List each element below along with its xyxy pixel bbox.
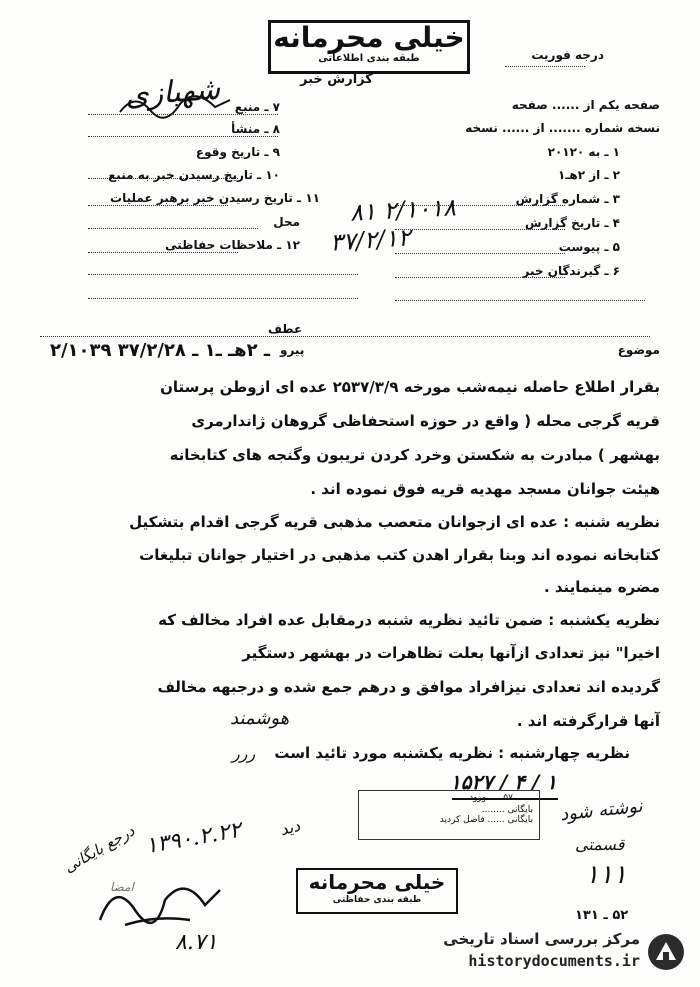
priority-dots — [505, 66, 585, 67]
handwritten-report-date: ۳۷/۲/۱۲ — [329, 223, 412, 257]
handwritten-date: ۱۳۹۰.۲.۲۲ — [143, 817, 244, 860]
field-report-number: ۳ ـ شماره گزارش — [515, 192, 620, 206]
body-line-11: آنها قرارگرفته اند . — [516, 712, 660, 730]
handwritten-report-number: ۲/۱۰۱۸ ۸۱ — [349, 193, 457, 227]
classification-stamp-top — [268, 20, 470, 74]
receipt-stamp-line-2: بایگانی ........ — [481, 805, 533, 815]
atf-label: عطف — [268, 322, 303, 336]
handwritten-signature-top: شهبازی — [123, 71, 222, 114]
body-line-7: مضره مینمایند . — [543, 578, 660, 596]
handwritten-right-note-2: قسمتی — [575, 835, 625, 854]
subject-dots — [40, 336, 650, 337]
dots-notes-3 — [88, 298, 358, 299]
watermark — [422, 926, 692, 978]
receipt-stamp — [358, 790, 540, 840]
priority-label: درجه فوریت — [531, 48, 604, 62]
ref-value: ۲/۱۰۳۹ ـ ۲هـ ـ۱ ـ ۳۷/۲/۲۸ — [50, 340, 271, 361]
field-report-date: ۴ ـ تاریخ گزارش — [524, 216, 620, 230]
body-line-5: نظریه شنبه : عده ای ازجوانان متعصب مذهبی قریه گرجی اقدام بتشکیل — [129, 513, 660, 531]
field-recipients: ۶ ـ گیرندگان خبر — [522, 264, 620, 278]
classification-stamp-bottom — [296, 868, 458, 914]
ref-label: پیرو — [280, 343, 305, 357]
field-to: ۱ ـ به ۲۰۱۲۰ — [547, 145, 620, 159]
field-received-by-source: ۱۰ ـ تاریخ رسیدن خبر به منبع — [108, 168, 280, 182]
handwritten-bottom-signature: امضا — [110, 880, 134, 894]
dots-r5 — [395, 253, 565, 254]
dots-operations — [88, 205, 228, 206]
field-origin: ۸ ـ منشأ — [231, 122, 280, 136]
watermark-logo-icon — [646, 932, 686, 972]
field-copy-of: نسخه شماره ....... از ...... نسخه — [465, 121, 660, 135]
body-line-2: قریه گرجی محله ( واقع در حوزه استحفاظی گروهان ژاندارمری — [191, 412, 660, 430]
handwritten-mid-scribble: دید — [277, 815, 303, 840]
body-line-3: بهشهر ) مبادرت به شکستن وخرد کردن تریبون وگنجه های کتابخانه — [169, 446, 660, 464]
dots-r4 — [395, 229, 565, 230]
signature-top-scribble — [115, 82, 235, 122]
body-line-12: نظریه چهارشنبه : نظریه یکشنبه مورد تائید است — [274, 744, 630, 762]
stamp-top-subtitle: طبقه بندی اطلاعاتی — [318, 53, 420, 64]
body-line-6: کتابخانه نموده اند وبنا بقرار اهدن کتب مذهبی در اختیار جوانان تبلیغات — [139, 546, 660, 564]
subject-label: موضوع — [617, 343, 660, 357]
stamp-bottom-subtitle: طبقه بندی حفاظتی — [332, 895, 422, 905]
document-code: ۵۲ ـ ۱۳۱ — [575, 908, 629, 923]
stamp-bottom-title: خیلی محرمانه — [308, 870, 446, 894]
dots-location — [88, 228, 258, 229]
dots-notes-1 — [88, 252, 238, 253]
field-security-notes: ۱۲ ـ ملاحظات حفاظتی — [165, 238, 300, 252]
handwritten-right-note: نوشته شود — [559, 795, 644, 826]
handwritten-name-note: هوشمند — [230, 708, 290, 729]
field-source: ۷ ـ منبع — [234, 100, 280, 114]
dots-r6 — [395, 277, 565, 278]
handwritten-end-sig: ررر — [232, 744, 256, 763]
field-location: محل — [273, 215, 300, 229]
handwritten-bottom-number: ۸.۷۱ — [175, 930, 218, 955]
field-occurrence-date: ۹ ـ تاریخ وقوع — [195, 145, 280, 159]
watermark-url: historydocuments.ir — [468, 952, 640, 970]
dots-source — [88, 114, 278, 115]
body-line-9: اخیرا" نیز تعدادی ازآنها بعلت تظاهرات در بهشهر دستگیر — [242, 644, 660, 662]
dots-r7 — [395, 300, 645, 301]
receipt-stamp-line-1: ...... ۵۷ .... ورود — [469, 793, 533, 803]
dots-origin — [88, 136, 278, 137]
field-received-by-operations: ۱۱ ـ تاریخ رسیدن خبر برهبر عملیات — [110, 191, 320, 205]
watermark-title: مرکز بررسی اسناد تاریخی — [443, 930, 640, 948]
field-attachment: ۵ ـ پیوست — [558, 240, 620, 254]
receipt-stamp-line-3: بایگانی ...... فاصل کردید — [439, 815, 533, 825]
handwritten-archive-note: درجع بایگانی — [60, 821, 138, 877]
body-line-4: هیئت جوانان مسجد مهدیه قریه فوق نموده اند . — [310, 480, 660, 498]
handwritten-archive-number: ۱۵۲۷ / ۴ / ۱ — [450, 770, 557, 794]
dots-notes-2 — [88, 274, 358, 275]
handwritten-right-number: ۱۱۱ — [585, 860, 627, 890]
body-line-10: گردیده اند تعدادی نیزافراد موافق و درهم جمع شده و درجبهه مخالف — [157, 678, 660, 696]
body-line-1: بقرار اطلاع حاصله نیمه‌شب مورخه ۲۵۳۷/۳/۹ عده ای ازوطن پرستان — [160, 378, 660, 396]
report-title: گزارش خبر — [300, 72, 373, 87]
field-page-of: صفحه یکم از ...... صفحه — [511, 98, 660, 112]
stamp-top-title: خیلی محرمانه — [273, 21, 465, 54]
field-from: ۲ ـ از ۲هـ۱ — [557, 168, 620, 182]
body-line-8: نظریه یکشنبه : ضمن تائید نظریه شنبه درمقابل عده افراد مخالف که — [158, 611, 660, 629]
